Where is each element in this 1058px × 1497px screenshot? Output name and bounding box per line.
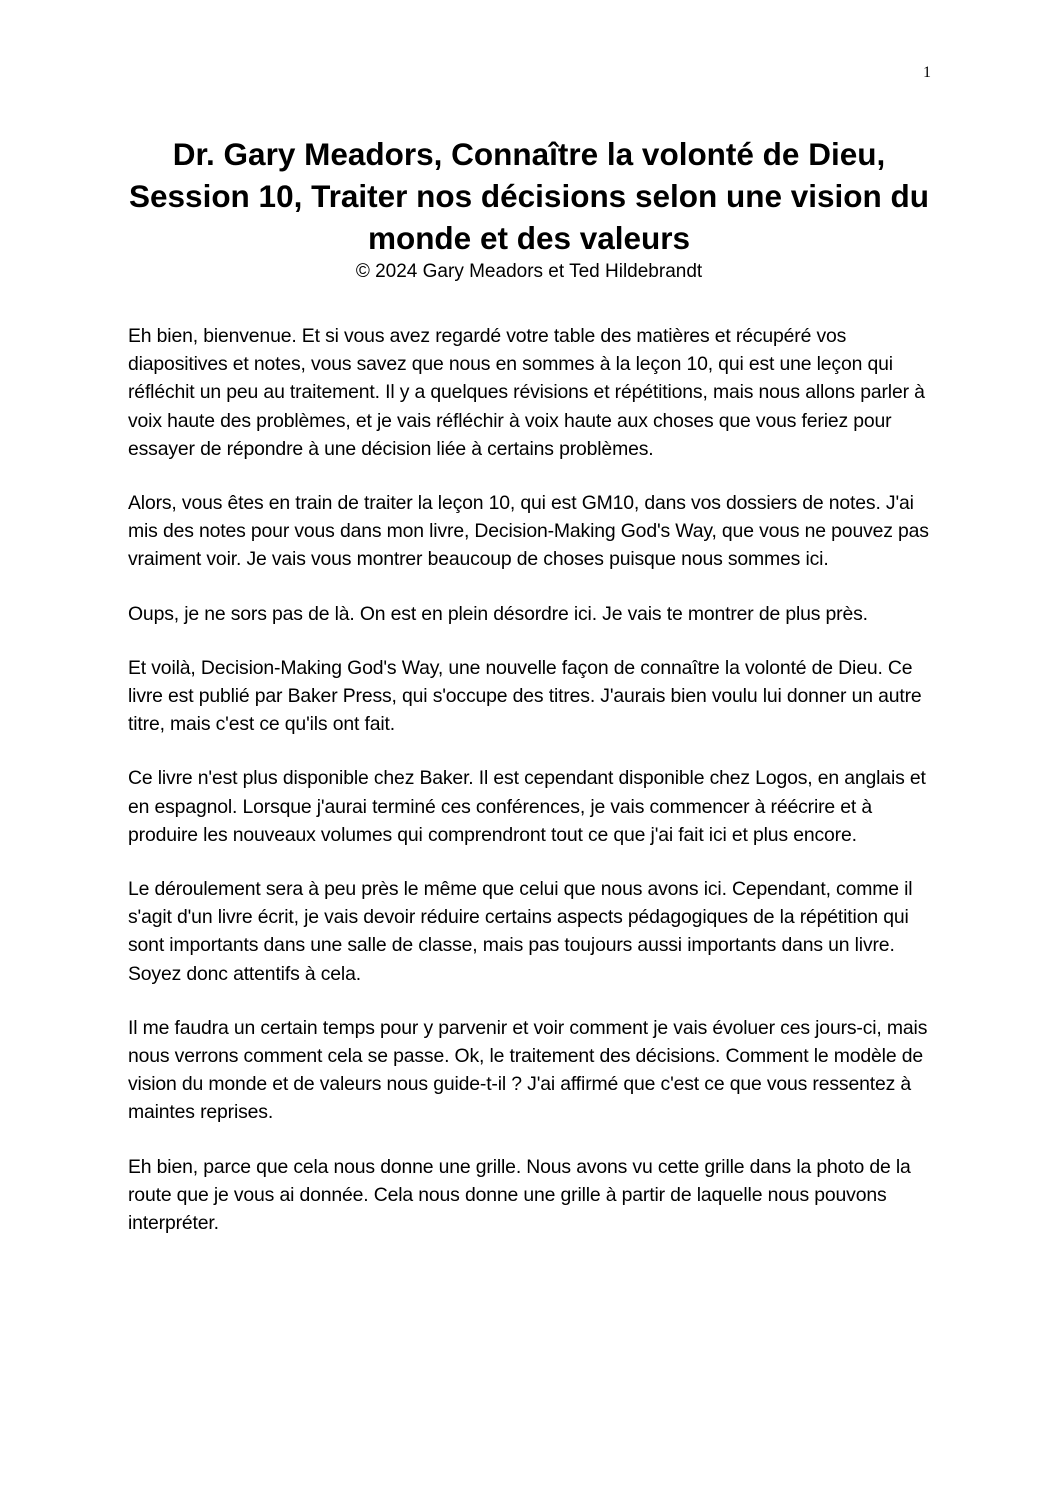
paragraph-3: Oups, je ne sors pas de là. On est en plein désordre ici. Je vais te montrer de plus près. bbox=[128, 602, 868, 625]
page-number: 1 bbox=[923, 64, 931, 81]
paragraph-1: Eh bien, bienvenue. Et si vous avez regardé votre table des matières et récupéré vos diapositives et notes, vous savez que nous en sommes à la leçon 10, qui est une leçon qui réfléchit un peu au traitement. Il y a quelques révisions et répétitions, mais nous allons parler à voix haute des problèmes, et je vais réfléchir à voix haute aux choses que vous feriez pour essayer de répondre à une décision liée à certains problèmes. bbox=[128, 325, 925, 460]
paragraph-7: Il me faudra un certain temps pour y parvenir et voir comment je vais évoluer ces jours-ci, mais nous verrons comment cela se passe. Ok, le traitement des décisions. Comment le modèle de vision du monde et de valeurs nous guide-t-il ? J'ai affirmé que c'est ce que vous ressentez à maintes reprises. bbox=[128, 1016, 928, 1124]
copyright-line: © 2024 Gary Meadors et Ted Hildebrandt bbox=[355, 261, 703, 282]
paragraph-5: Ce livre n'est plus disponible chez Baker. Il est cependant disponible chez Logos, en anglais et en espagnol. Lorsque j'aurai terminé ces conférences, je vais commencer à réécrire et à produire les nouveaux volumes qui comprendront tout ce que j'ai fait ici et plus encore. bbox=[128, 767, 926, 846]
paragraph-4: Et voilà, Decision-Making God's Way, une nouvelle façon de connaître la volonté de Dieu. Ce livre est publié par Baker Press, qui s'occupe des titres. J'aurais bien voulu lui donner un autre titre, mais c'est ce qu'ils ont fait. bbox=[128, 656, 922, 736]
paragraph-6: Le déroulement sera à peu près le même que celui que nous avons ici. Cependant, comme il s'agit d'un livre écrit, je vais devoir réduire certains aspects pédagogiques de la répétition qui sont importants dans une salle de classe, mais pas toujours aussi importants dans un livre. Soyez donc attentifs à cela. bbox=[128, 878, 913, 985]
title-block bbox=[128, 133, 930, 285]
document-body bbox=[128, 322, 936, 1263]
paragraph-2: Alors, vous êtes en train de traiter la leçon 10, qui est GM10, dans vos dossiers de notes. J'ai mis des notes pour vous dans mon livre, Decision-Making God's Way, que vous ne pouvez pas vraiment voir. Je vais vous montrer beaucoup de choses puisque nous sommes ici. bbox=[128, 492, 929, 571]
document-title: Dr. Gary Meadors, Connaître la volonté de Dieu, Session 10, Traiter nos décisions selon une vision du monde et des valeurs bbox=[129, 136, 929, 256]
paragraph-8: Eh bien, parce que cela nous donne une grille. Nous avons vu cette grille dans la photo de la route que je vous ai donnée. Cela nous donne une grille à partir de laquelle nous pouvons interpréter. bbox=[128, 1155, 911, 1235]
